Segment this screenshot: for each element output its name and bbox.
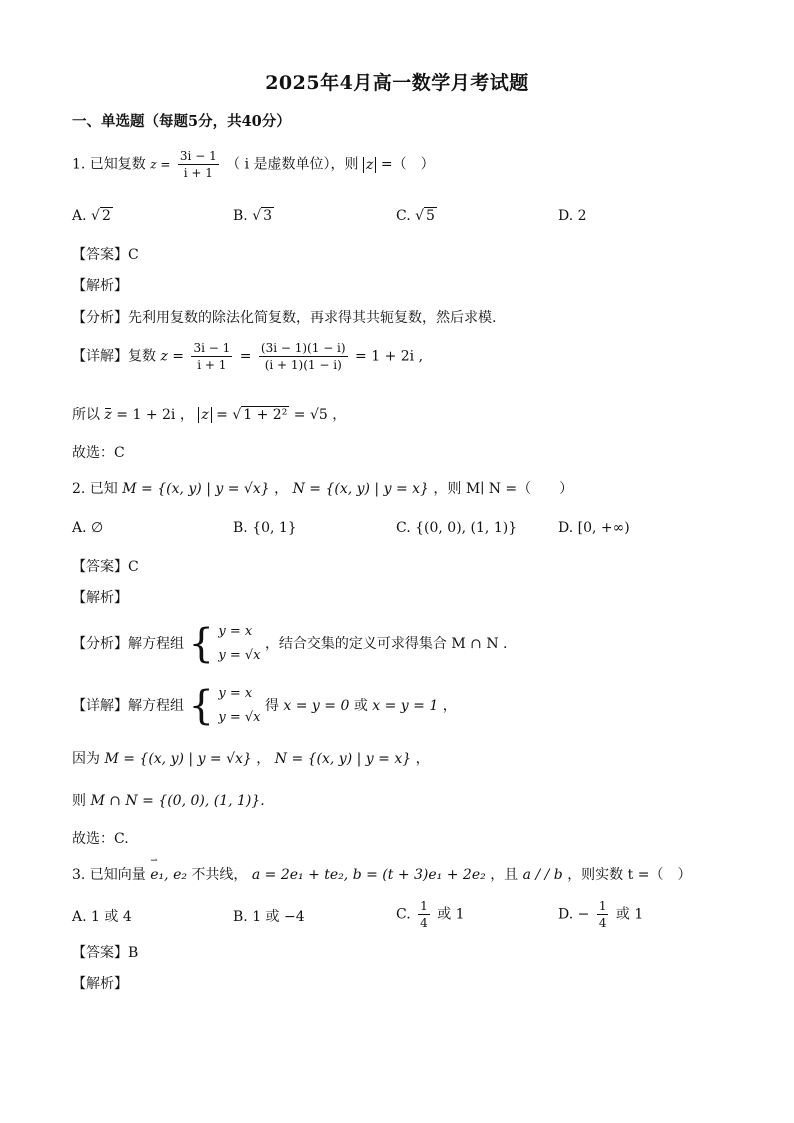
question-1-stem: 1. 已知复数 z = $\frac{3i - 1}{i + 1}$ （ i 是虚数单位），则 z =（ ）	[72, 149, 435, 180]
q3-option-d: D. − $\frac{1}{4}$ 或 1	[558, 899, 644, 930]
q2-xiangjie: 【详解】解方程组 { y = x y = √x 得 x = y = 0 或 x = y = 1 ，	[72, 683, 457, 729]
q1-analysis-heading: 【解析】	[72, 278, 128, 294]
q2-option-d: D. [0, +∞)	[558, 520, 630, 536]
q1-conjugate-line: 所以 z = 1 + 2i ， z = √ 1 + 2² = √5 ，	[72, 407, 347, 423]
q2-analysis-heading: 【解析】	[72, 590, 128, 606]
q2-option-b: B. {0, 1}	[233, 520, 297, 536]
q3-option-b: B. 1 或 −4	[233, 909, 305, 925]
q1-option-c: C. √ 5	[396, 208, 435, 224]
q2-because-line: 因为 M = {(x, y) | y = √x} ， N = {(x, y) | y = x} ，	[72, 751, 430, 767]
section-heading: 一、单选题（每题5分，共40分）	[72, 113, 291, 130]
q1-xiangjie: 【详解】复数 z = $\frac{3i - 1}{i + 1}$ = $\frac{(3i - 1)(1 - i)}{(i + 1)(1 - i)}$ = 1 + 2i ,	[72, 341, 424, 372]
q2-answer: 【答案】C	[72, 559, 139, 575]
q1-answer: 【答案】C	[72, 247, 139, 263]
q3-option-c: C. $\frac{1}{4}$ 或 1	[396, 899, 465, 930]
q3-option-a: A. 1 或 4	[72, 909, 132, 925]
q2-option-c: C. {(0, 0), (1, 1)}	[396, 520, 518, 536]
q1-option-a: A. √ 2	[72, 208, 111, 224]
q1-fraction: $\frac{3i - 1}{i + 1}$	[179, 149, 217, 180]
q1-choice: 故选：C	[72, 445, 125, 461]
q2-fenxi: 【分析】解方程组 { y = x y = √x ，结合交集的定义可求得集合 M ∩ N .	[72, 621, 508, 667]
page-title: 2025年4月高一数学月考试题	[265, 72, 529, 94]
q1-option-d: D. 2	[558, 208, 587, 224]
q2-then-line: 则 M ∩ N = {(0, 0), (1, 1)}.	[72, 793, 265, 809]
q3-analysis-heading: 【解析】	[72, 976, 128, 992]
q2-option-a: A. ∅	[72, 520, 104, 536]
q2-choice: 故选：C.	[72, 831, 129, 847]
question-2-stem: 2. 已知 M = {(x, y) | y = √x} ， N = {(x, y) | y = x} ，则 M∣ N =（ ）	[72, 481, 574, 497]
q3-answer: 【答案】B	[72, 945, 139, 961]
question-3-stem: 3. 已知向量 ⇀ e₁, e₂ 不共线， a = 2e₁ + te₂, b = (t + 3)e₁ + 2e₂ ，且 a / / b ，则实数 t =（ ）	[72, 864, 691, 884]
q1-fenxi: 【分析】先利用复数的除法化简复数，再求得其共轭复数，然后求模.	[72, 310, 497, 326]
q1-option-b: B. √ 3	[233, 208, 273, 224]
